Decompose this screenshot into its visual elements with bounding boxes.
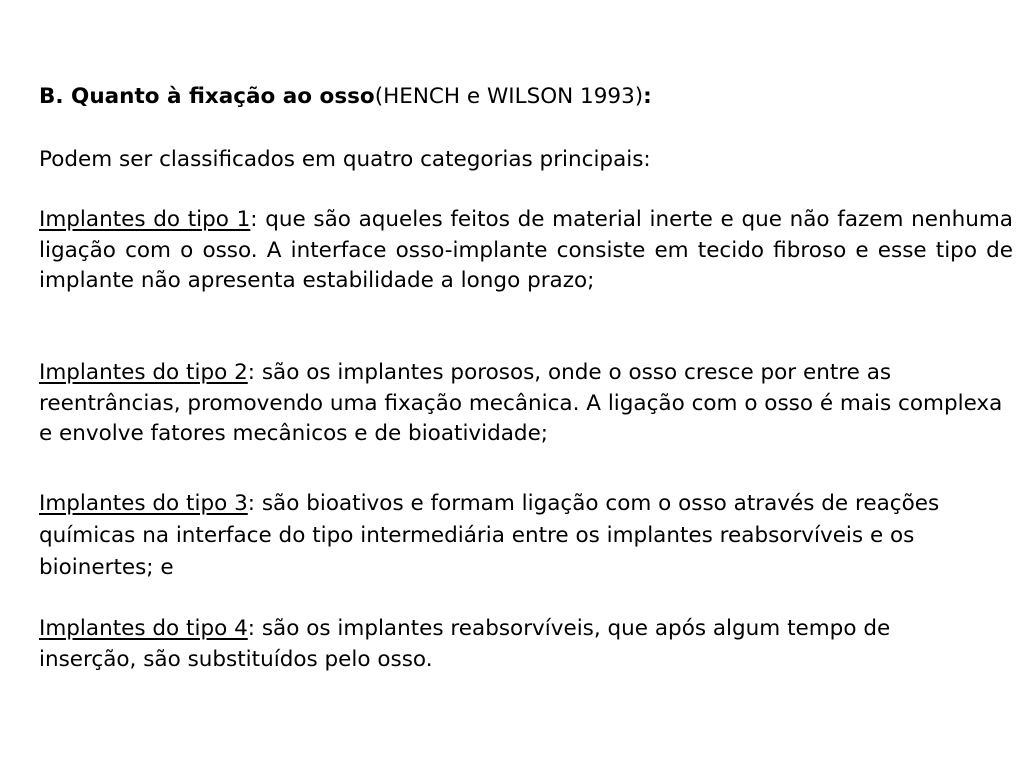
heading-citation: (HENCH e WILSON 1993): [374, 84, 644, 109]
implant-type-4-text: : são os implantes reabsorvíveis, que após algum tempo de inserção, são substituídos pelo osso.: [39, 616, 891, 672]
implant-type-3-paragraph: [39, 488, 1019, 584]
implant-type-4-label: Implantes do tipo 4: [39, 616, 248, 641]
implant-type-2-paragraph: [39, 358, 1019, 450]
section-heading: [39, 82, 652, 112]
implant-type-2-text: : são os implantes porosos, onde o osso cresce por entre as reentrâncias, promovendo uma fixação mecânica. A ligação com o osso é mais complexa e envolve fatores mecânicos e de bioatividade;: [39, 360, 1003, 446]
implant-type-1-text: : que são aqueles feitos de material inerte e que não fazem nenhuma ligação com o osso. A interface osso-implante consiste em tecido fibroso e esse tipo de implante não apresenta estabilidade a longo prazo;: [39, 207, 1013, 293]
implant-type-2-label: Implantes do tipo 2: [39, 360, 248, 385]
implant-type-3-label: Implantes do tipo 3: [39, 491, 248, 516]
heading-colon: :: [643, 84, 652, 109]
heading-title: B. Quanto à fixação ao osso: [39, 84, 375, 109]
implant-type-3-text: : são bioativos e formam ligação com o osso através de reações químicas na interface do tipo intermediária entre os implantes reabsorvíveis e os bioinertes; e: [39, 491, 940, 580]
implant-type-1-paragraph: [39, 205, 1013, 297]
implant-type-4-paragraph: [39, 614, 939, 675]
intro-text: Podem ser classificados em quatro categorias principais:: [39, 147, 651, 172]
implant-type-1-label: Implantes do tipo 1: [39, 207, 251, 232]
